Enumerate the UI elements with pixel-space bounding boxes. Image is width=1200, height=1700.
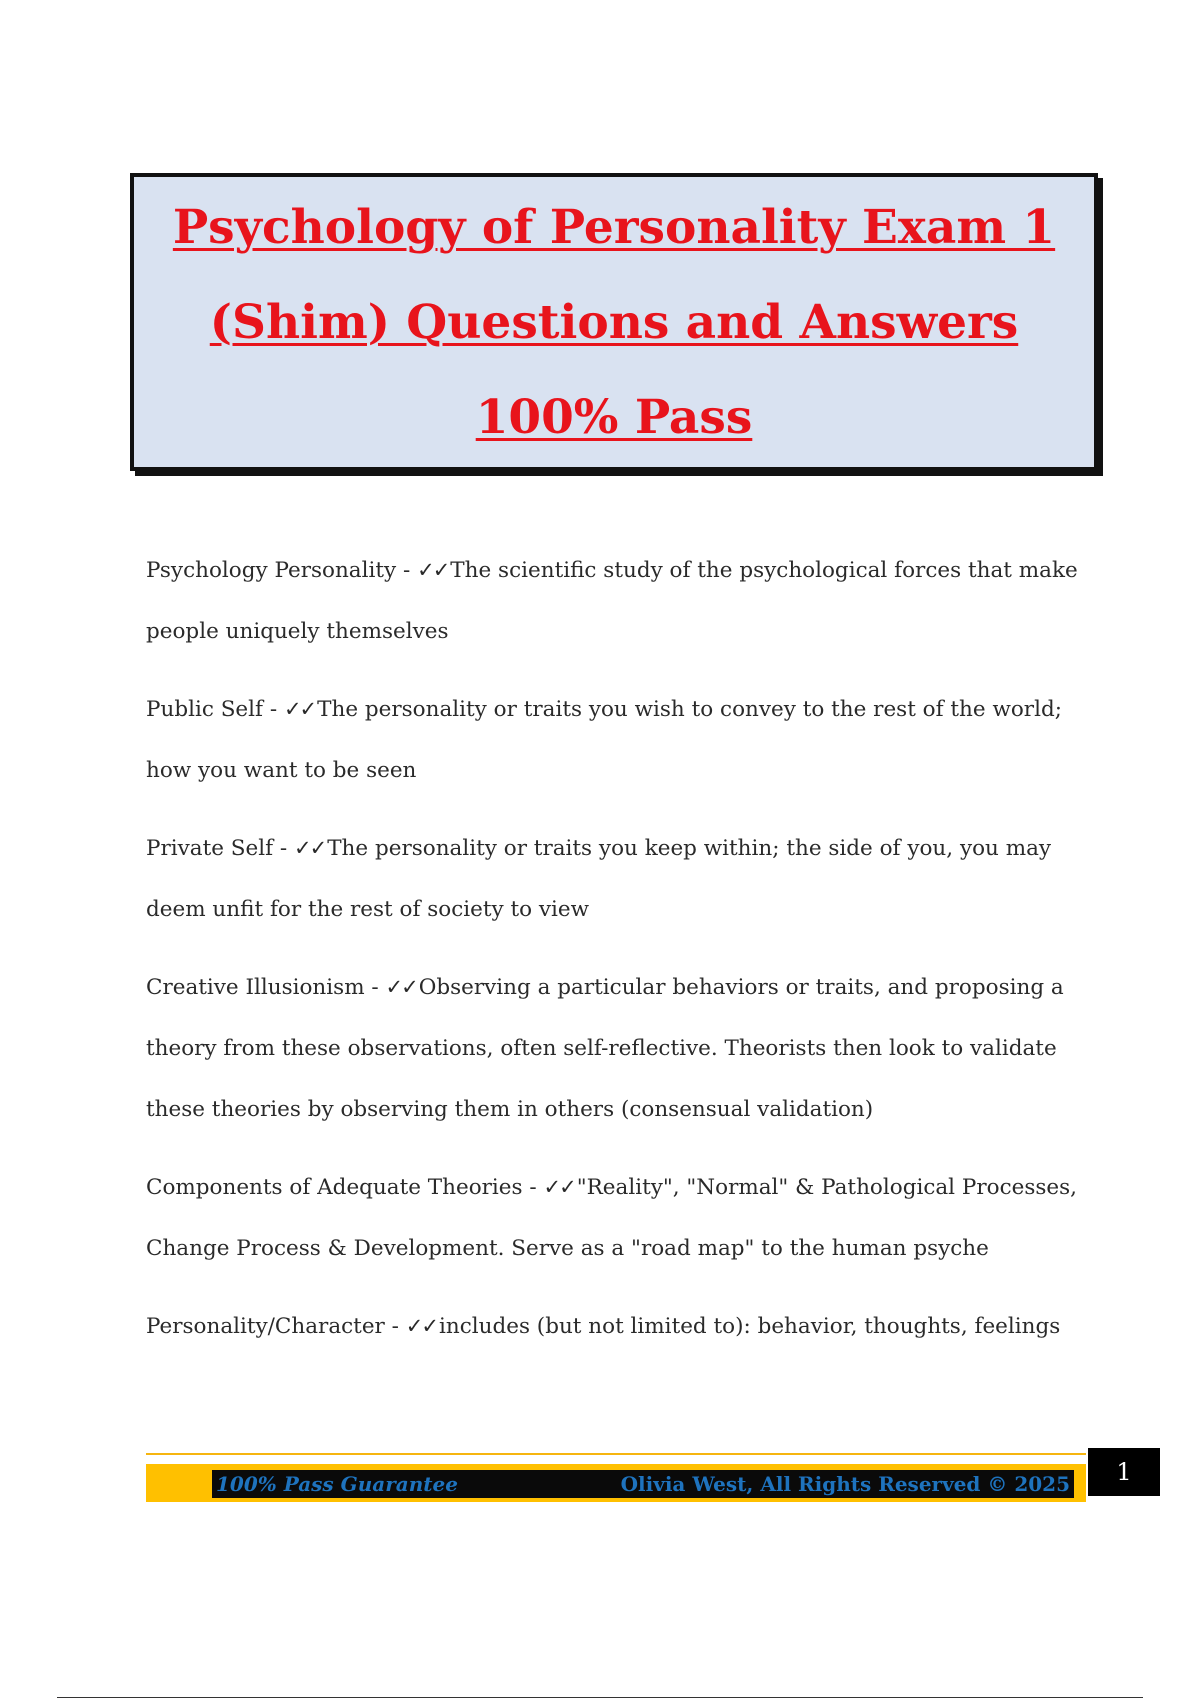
footer-guarantee-text: 100% Pass Guarantee (216, 1472, 458, 1496)
double-check-icon: ✓✓ (405, 1314, 437, 1338)
entry-separator: - (384, 1314, 406, 1339)
entry-definition: includes (but not limited to): behavior, thoughts, feelings (438, 1314, 1061, 1339)
entry-term: Private Self (146, 836, 274, 861)
entry-term: Creative Illusionism (146, 975, 365, 1000)
qa-entry (146, 818, 1086, 940)
double-check-icon: ✓✓ (385, 975, 417, 999)
entry-separator: - (522, 1175, 544, 1200)
entry-definition: "Reality", "Normal" & Pathological Processes, Change Process & Development. Serve as a "road map" to the human psyche (146, 1175, 1078, 1261)
qa-entry (146, 957, 1086, 1140)
entry-separator: - (364, 975, 386, 1000)
entry-separator: - (396, 558, 418, 583)
double-check-icon: ✓✓ (283, 697, 316, 721)
entry-separator: - (273, 836, 295, 861)
entry-term: Components of Adequate Theories (146, 1175, 523, 1200)
qa-entry (146, 1157, 1086, 1279)
entry-term: Personality/Character (146, 1314, 385, 1339)
qa-entry (146, 540, 1086, 662)
footer-divider (146, 1453, 1086, 1455)
page-bottom-divider (57, 1697, 1143, 1698)
entry-separator: - (263, 697, 284, 722)
double-check-icon: ✓✓ (417, 558, 449, 582)
title-box (130, 173, 1098, 471)
entry-term: Psychology Personality (146, 558, 397, 583)
double-check-icon: ✓✓ (543, 1175, 575, 1199)
page-number: 1 (1088, 1448, 1160, 1496)
qa-list (146, 540, 1086, 1374)
footer-band (212, 1470, 1074, 1498)
qa-entry (146, 679, 1086, 801)
entry-definition: The scientific study of the psychological forces that make people uniquely themselves (146, 558, 1078, 644)
entry-definition: The personality or traits you wish to convey to the rest of the world; how you want to be seen (146, 697, 1062, 783)
double-check-icon: ✓✓ (294, 836, 326, 860)
qa-entry (146, 1296, 1086, 1357)
entry-term: Public Self (146, 697, 263, 722)
entry-definition: The personality or traits you keep within; the side of you, you may deem unfit for the rest of society to view (146, 836, 1052, 922)
document-title: Psychology of Personality Exam 1 (Shim) Questions and Answers 100% Pass (172, 199, 1056, 445)
entry-definition: Observing a particular behaviors or traits, and proposing a theory from these observations, often self-reflective. Theorists then look to validate these theories by observing them in others (consensual validation) (146, 975, 1064, 1122)
footer-copyright-text: Olivia West, All Rights Reserved © 2025 (620, 1472, 1070, 1496)
footer-bar (146, 1464, 1086, 1502)
